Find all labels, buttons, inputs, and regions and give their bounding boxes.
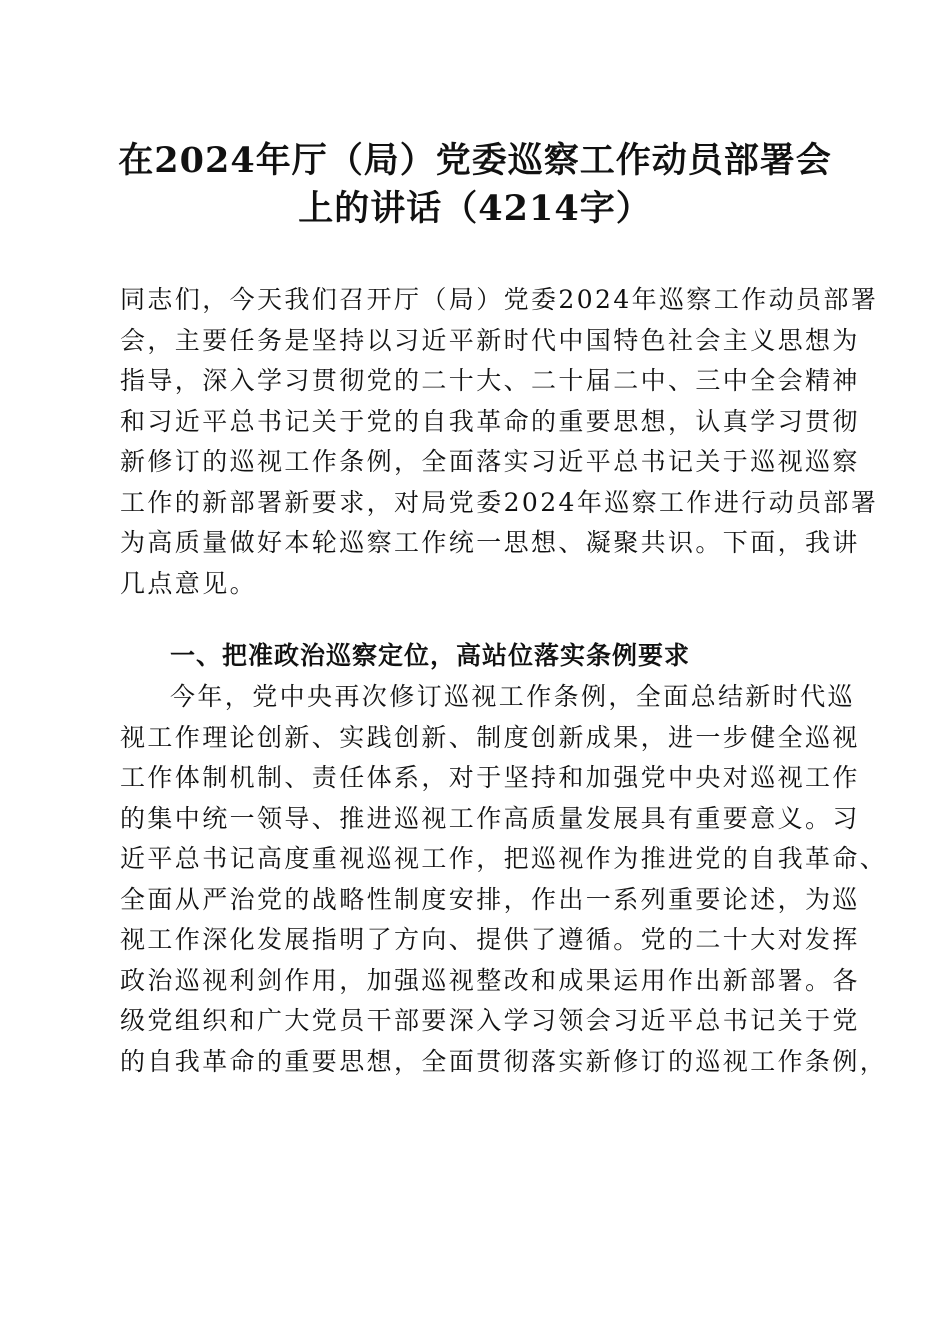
paragraph-line: 的集中统一领导、推进巡视工作高质量发展具有重要意义。习	[120, 803, 860, 833]
paragraph-line: 同志们，今天我们召开厅（局）党委2024年巡察工作动员部署	[120, 285, 879, 314]
paragraph-line: 新修订的巡视工作条例，全面落实习近平总书记关于巡视巡察	[120, 447, 860, 476]
title-line-1: 在2024年厅（局）党委巡察工作动员部署会	[118, 140, 832, 181]
title-line-2: 上的讲话（4214字）	[298, 188, 652, 229]
paragraph-line: 全面从严治党的战略性制度安排，作出一系列重要论述，为巡	[120, 884, 860, 914]
paragraph-line: 工作的新部署新要求，对局党委2024年巡察工作进行动员部署	[120, 487, 879, 517]
paragraph-line: 级党组织和广大党员干部要深入学习领会习近平总书记关于党	[120, 1006, 860, 1035]
paragraph-line: 会，主要任务是坚持以习近平新时代中国特色社会主义思想为	[120, 325, 860, 355]
paragraph-line: 指导，深入学习贯彻党的二十大、二十届二中、三中全会精神	[120, 366, 860, 395]
paragraph-line: 工作体制机制、责任体系，对于坚持和加强党中央对巡视工作	[120, 763, 860, 792]
opening-paragraph	[120, 280, 879, 604]
document-title	[100, 137, 850, 233]
paragraph-line: 政治巡视利剑作用，加强巡视整改和成果运用作出新部署。各	[120, 965, 860, 995]
section-1-paragraph	[120, 677, 888, 1082]
paragraph-line: 视工作理论创新、实践创新、制度创新成果，进一步健全巡视	[120, 722, 860, 752]
section-heading-1: 一、把准政治巡察定位，高站位落实条例要求	[170, 641, 691, 670]
paragraph-line: 几点意见。	[120, 568, 258, 598]
paragraph-line: 近平总书记高度重视巡视工作，把巡视作为推进党的自我革命、	[120, 844, 888, 873]
paragraph-line: 的自我革命的重要思想，全面贯彻落实新修订的巡视工作条例，	[120, 1046, 888, 1076]
paragraph-line: 和习近平总书记关于党的自我革命的重要思想，认真学习贯彻	[120, 406, 860, 436]
paragraph-line: 视工作深化发展指明了方向、提供了遵循。党的二十大对发挥	[120, 925, 860, 954]
paragraph-line: 为高质量做好本轮巡察工作统一思想、凝聚共识。下面，我讲	[120, 528, 860, 557]
paragraph-line: 今年，党中央再次修订巡视工作条例，全面总结新时代巡	[170, 682, 856, 711]
